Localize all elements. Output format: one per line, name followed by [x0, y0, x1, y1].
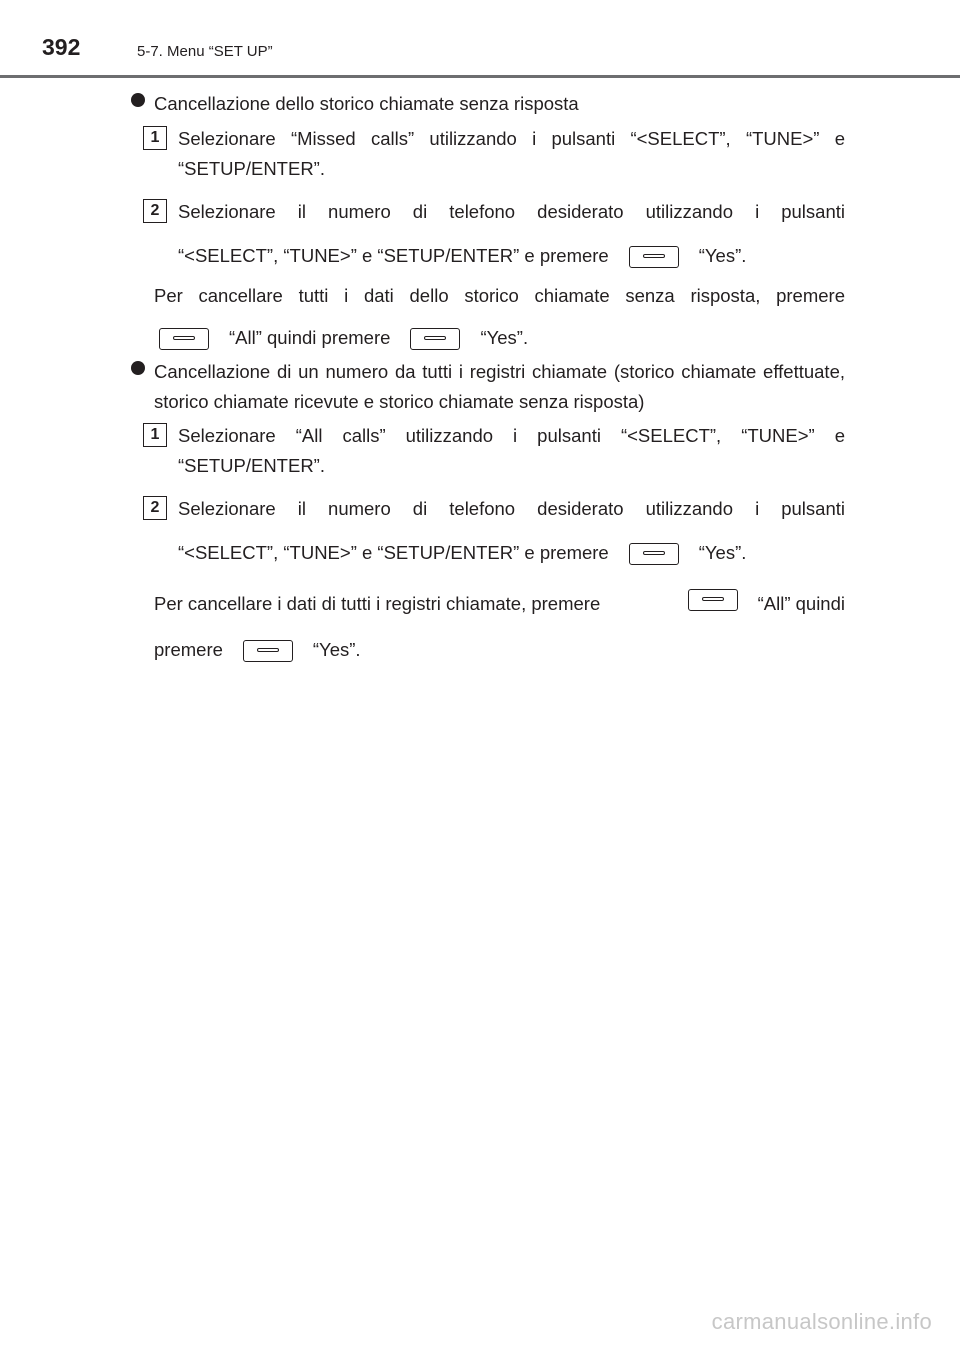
header-divider — [0, 75, 960, 78]
step-number-badge: 1 — [143, 423, 167, 447]
page-number: 392 — [42, 34, 81, 60]
step-text: Selezionare il numero di telefono desiderato utilizzando i pulsanti — [178, 498, 845, 519]
step-text: “<SELECT”, “TUNE>” e “SETUP/ENTER” e premere — [178, 245, 609, 266]
watermark: carmanualsonline.info — [711, 1309, 932, 1334]
step-text: “Yes”. — [698, 542, 747, 563]
step-1 — [143, 124, 845, 184]
note-paragraph — [154, 589, 845, 665]
step-text: “Yes”. — [698, 245, 747, 266]
step-2 — [143, 197, 845, 271]
step-2 — [143, 494, 845, 568]
note-text: premere — [154, 639, 223, 660]
page-header — [0, 0, 960, 80]
step-text: Selezionare “All calls” utilizzando i pulsanti “<SELECT”, “TUNE>” e — [178, 425, 845, 446]
bullet-dot-icon — [131, 361, 145, 375]
bullet-text: Cancellazione dello storico chiamate senza risposta — [154, 93, 579, 114]
step-text: Selezionare il numero di telefono desiderato utilizzando i pulsanti — [178, 201, 845, 222]
step-number-badge: 2 — [143, 496, 167, 520]
step-text: Selezionare “Missed calls” utilizzando i pulsanti “<SELECT”, “TUNE>” e — [178, 128, 845, 149]
soft-key-button-icon — [410, 328, 460, 350]
bullet-text: Cancellazione di un numero da tutti i registri chiamate (storico chiamate effettuate, storico chiamate ricevute e storico chiamate senza risposta) — [154, 361, 845, 412]
soft-key-button-icon — [629, 543, 679, 565]
soft-key-button-icon — [629, 246, 679, 268]
note-text: “All” quindi premere — [229, 327, 391, 348]
step-text: “SETUP/ENTER”. — [178, 455, 325, 476]
step-text: “<SELECT”, “TUNE>” e “SETUP/ENTER” e premere — [178, 542, 609, 563]
step-text: “SETUP/ENTER”. — [178, 158, 325, 179]
bullet-item — [131, 357, 845, 417]
soft-key-button-icon — [243, 640, 293, 662]
soft-key-button-icon — [688, 589, 738, 611]
bullet-item — [131, 89, 845, 119]
soft-key-button-icon — [159, 328, 209, 350]
note-text: “Yes”. — [480, 327, 529, 348]
section-title: 5-7. Menu “SET UP” — [137, 43, 273, 60]
note-text: Per cancellare i dati di tutti i registri chiamate, premere — [154, 593, 601, 614]
note-paragraph — [154, 281, 845, 353]
step-1 — [143, 421, 845, 481]
note-text: “Yes”. — [312, 639, 361, 660]
step-number-badge: 2 — [143, 199, 167, 223]
bullet-dot-icon — [131, 93, 145, 107]
note-text: Per cancellare tutti i dati dello storico chiamate senza risposta, premere — [154, 285, 845, 306]
step-number-badge: 1 — [143, 126, 167, 150]
note-text: “All” quindi — [757, 593, 845, 614]
